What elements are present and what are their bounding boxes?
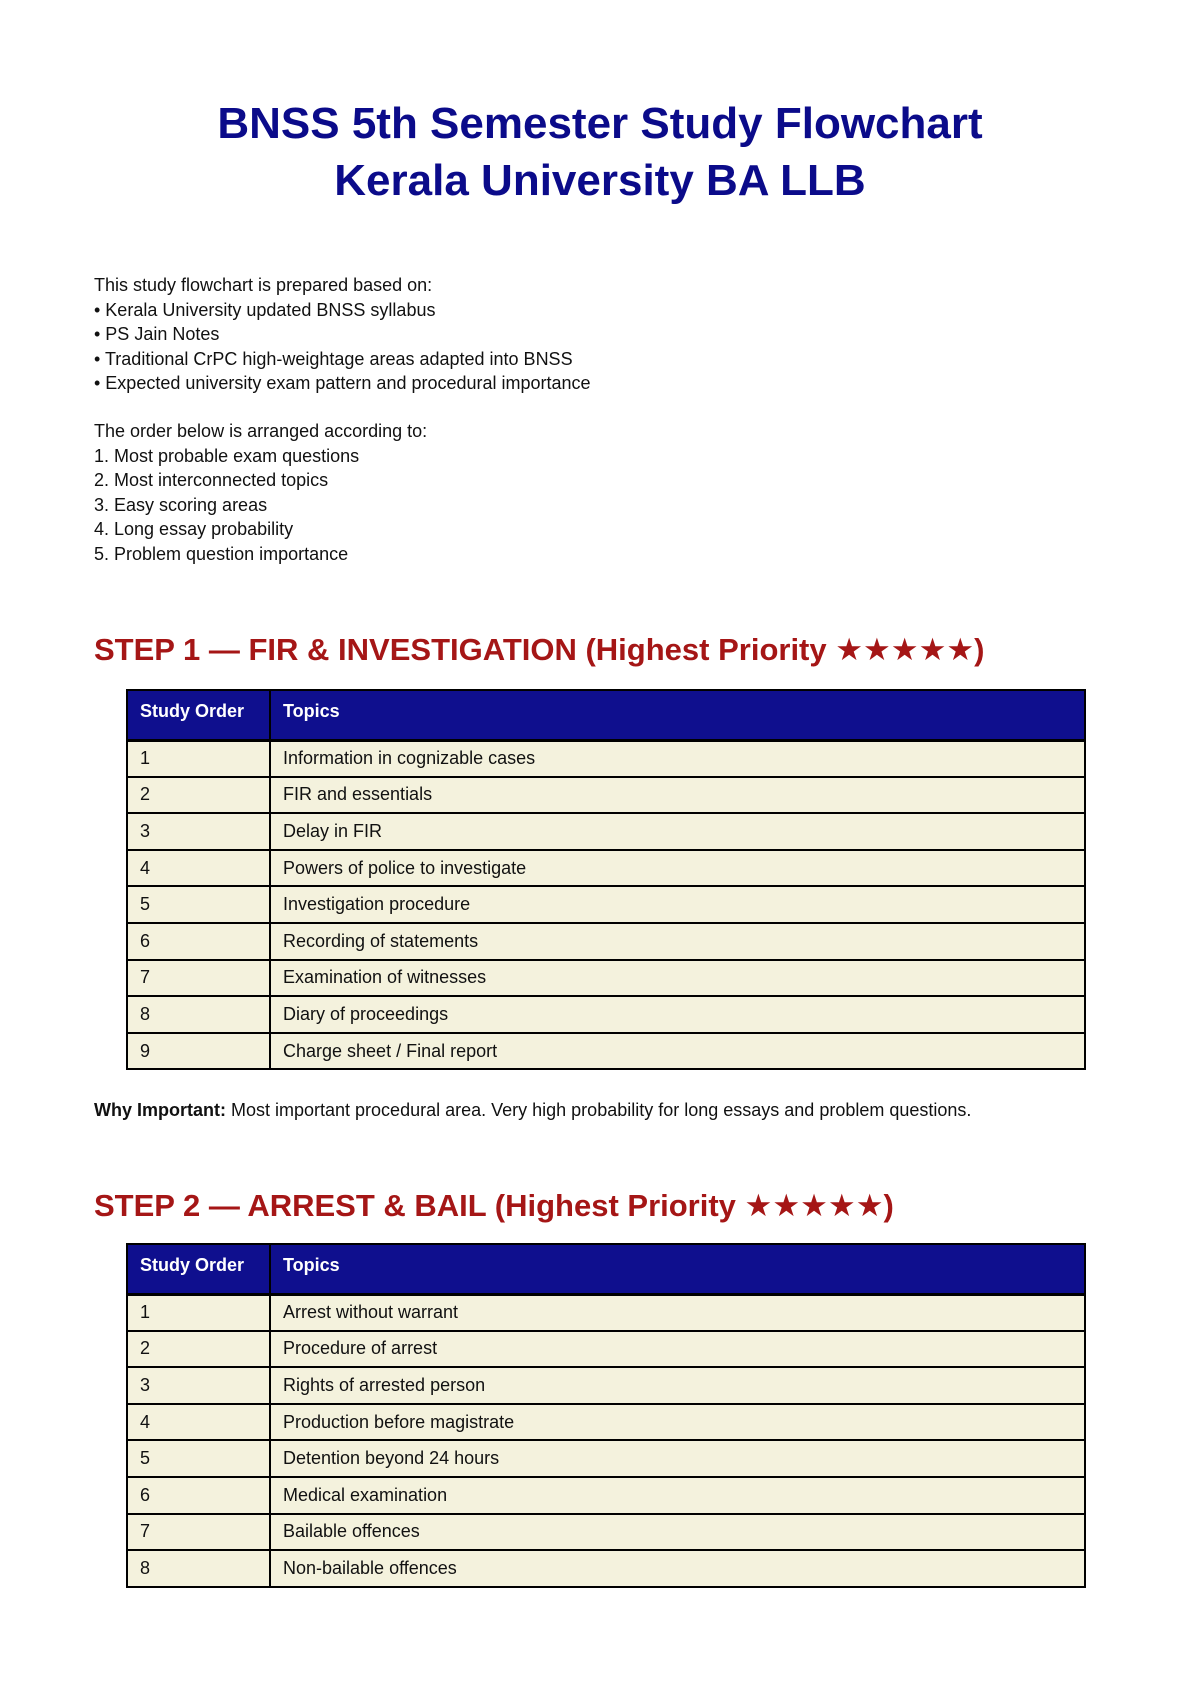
table-row [127, 850, 1085, 887]
intro-order-item: 1. Most probable exam questions [94, 445, 360, 466]
table-row [127, 1514, 1085, 1551]
intro-order-item: 3. Easy scoring areas [94, 494, 268, 515]
step1-why-important [94, 1100, 971, 1121]
topic-cell: Powers of police to investigate [270, 850, 1085, 887]
topic-cell: Recording of statements [270, 923, 1085, 960]
table-row [127, 1331, 1085, 1368]
table-row [127, 923, 1085, 960]
topic-cell: Detention beyond 24 hours [270, 1440, 1085, 1477]
topic-cell: Information in cognizable cases [270, 740, 1085, 777]
step1-topics-table [126, 689, 1086, 1070]
document-title-line-1: BNSS 5th Semester Study Flowchart [217, 99, 983, 148]
table-row [127, 1550, 1085, 1587]
step2-heading: STEP 2 — ARREST & BAIL (Highest Priority ★★★★★) [94, 1188, 894, 1223]
study-order-cell: 1 [127, 1294, 270, 1331]
table-row [127, 996, 1085, 1033]
topic-cell: Investigation procedure [270, 886, 1085, 923]
topic-cell: Rights of arrested person [270, 1367, 1085, 1404]
study-order-cell: 5 [127, 1440, 270, 1477]
step2-topics-table [126, 1243, 1086, 1588]
topic-cell: Production before magistrate [270, 1404, 1085, 1441]
study-order-cell: 7 [127, 1514, 270, 1551]
study-order-cell: 3 [127, 1367, 270, 1404]
intro-order-item: 4. Long essay probability [94, 519, 294, 539]
topic-cell: Procedure of arrest [270, 1331, 1085, 1368]
study-order-cell: 2 [127, 1331, 270, 1368]
intro-order-block [94, 419, 427, 566]
topic-cell: Examination of witnesses [270, 960, 1085, 997]
table-row [127, 1033, 1085, 1070]
topic-cell: Diary of proceedings [270, 996, 1085, 1033]
topic-cell: Delay in FIR [270, 813, 1085, 850]
intro-basis-item: • Expected university exam pattern and procedural importance [94, 373, 591, 393]
study-order-cell: 8 [127, 996, 270, 1033]
table-row [127, 777, 1085, 814]
column-header-study-order: Study Order [127, 1244, 270, 1294]
table-row [127, 960, 1085, 997]
table-row [127, 1440, 1085, 1477]
topic-cell: Non-bailable offences [270, 1550, 1085, 1587]
intro-basis-heading: This study flowchart is prepared based on: [94, 275, 433, 295]
intro-basis-item: • PS Jain Notes [94, 324, 220, 344]
column-header-topics: Topics [270, 1244, 1085, 1294]
table-header-row [127, 1244, 1085, 1294]
table-row [127, 1367, 1085, 1404]
topic-cell: Charge sheet / Final report [270, 1033, 1085, 1070]
column-header-study-order: Study Order [127, 690, 270, 740]
study-order-cell: 4 [127, 1404, 270, 1441]
document-title-line-2: Kerala University BA LLB [334, 156, 866, 205]
topic-cell: Medical examination [270, 1477, 1085, 1514]
study-order-cell: 7 [127, 960, 270, 997]
intro-basis-item: • Kerala University updated BNSS syllabus [94, 299, 436, 320]
why-important-text: Most important procedural area. Very high probability for long essays and problem questions. [226, 1100, 972, 1120]
intro-order-heading: The order below is arranged according to: [94, 421, 428, 441]
column-header-topics: Topics [270, 690, 1085, 740]
study-order-cell: 2 [127, 777, 270, 814]
intro-basis-block [94, 273, 591, 396]
study-order-cell: 6 [127, 923, 270, 960]
table-row [127, 813, 1085, 850]
intro-order-item: 5. Problem question importance [94, 543, 349, 564]
study-order-cell: 5 [127, 886, 270, 923]
table-header-row [127, 690, 1085, 740]
study-order-cell: 1 [127, 740, 270, 777]
topic-cell: Arrest without warrant [270, 1294, 1085, 1331]
table-row [127, 886, 1085, 923]
topic-cell: FIR and essentials [270, 777, 1085, 814]
intro-basis-item: • Traditional CrPC high-weightage areas adapted into BNSS [94, 348, 573, 369]
study-order-cell: 8 [127, 1550, 270, 1587]
table-row [127, 1404, 1085, 1441]
table-row [127, 1294, 1085, 1331]
step1-heading: STEP 1 — FIR & INVESTIGATION (Highest Priority ★★★★★) [94, 632, 985, 667]
intro-order-item: 2. Most interconnected topics [94, 470, 329, 490]
study-order-cell: 6 [127, 1477, 270, 1514]
topic-cell: Bailable offences [270, 1514, 1085, 1551]
study-order-cell: 4 [127, 850, 270, 887]
table-row [127, 1477, 1085, 1514]
study-order-cell: 3 [127, 813, 270, 850]
why-important-label: Why Important: [94, 1100, 226, 1120]
study-order-cell: 9 [127, 1033, 270, 1070]
table-row [127, 740, 1085, 777]
